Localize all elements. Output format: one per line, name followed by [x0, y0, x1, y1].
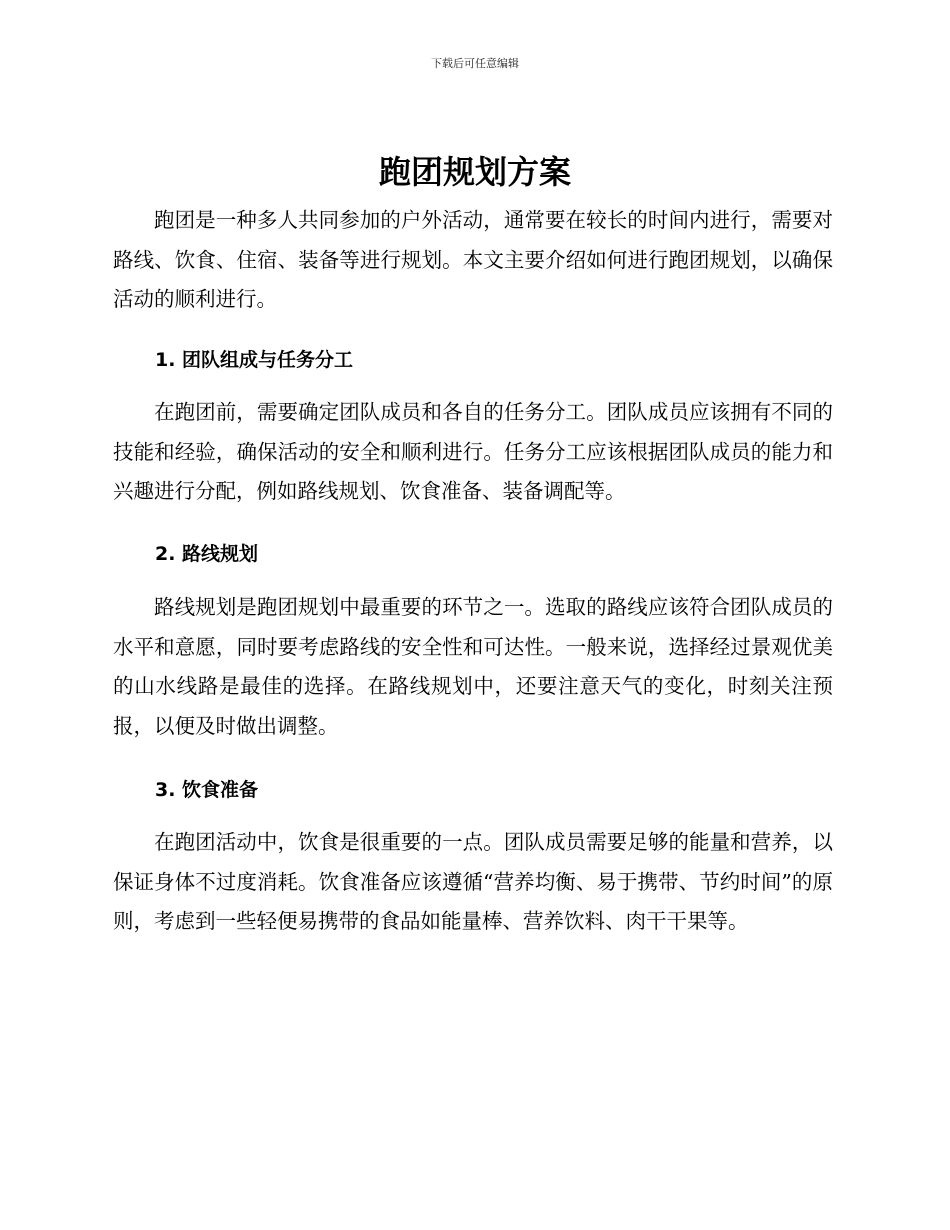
section-heading: 1. 团队组成与任务分工: [155, 349, 354, 371]
section-paragraph: 在跑团前，需要确定团队成员和各自的任务分工。团队成员应该拥有不同的技能和经验，确保活动的安全和顺利进行。任务分工应该根据团队成员的能力和兴趣进行分配，例如路线规划、饮食准备、装备调配等。: [113, 400, 833, 503]
header-note: 下载后可任意编辑: [431, 57, 519, 70]
section-2-body: [113, 588, 833, 746]
document-title: 跑团规划方案: [378, 153, 571, 191]
intro-block: [113, 201, 833, 320]
section-2: [113, 540, 833, 568]
section-3: [113, 776, 833, 804]
section-paragraph: 路线规划是跑团规划中最重要的环节之一。选取的路线应该符合团队成员的水平和意愿，同时要考虑路线的安全性和可达性。一般来说，选择经过景观优美的山水线路是最佳的选择。在路线规划中，还要注意天气的变化，时刻关注预报，以便及时做出调整。: [113, 595, 833, 738]
section-1: [113, 346, 833, 374]
section-1-body: [113, 393, 833, 512]
intro-paragraph: 跑团是一种多人共同参加的户外活动，通常要在较长的时间内进行，需要对路线、饮食、住宿、装备等进行规划。本文主要介绍如何进行跑团规划，以确保活动的顺利进行。: [113, 208, 833, 311]
section-heading: 2. 路线规划: [155, 543, 259, 565]
section-3-body: [113, 823, 833, 942]
section-paragraph: 在跑团活动中，饮食是很重要的一点。团队成员需要足够的能量和营养，以保证身体不过度消耗。饮食准备应该遵循“营养均衡、易于携带、节约时间”的原则，考虑到一些轻便易携带的食品如能量棒、营养饮料、肉干干果等。: [113, 830, 833, 933]
section-heading: 3. 饮食准备: [155, 779, 259, 801]
